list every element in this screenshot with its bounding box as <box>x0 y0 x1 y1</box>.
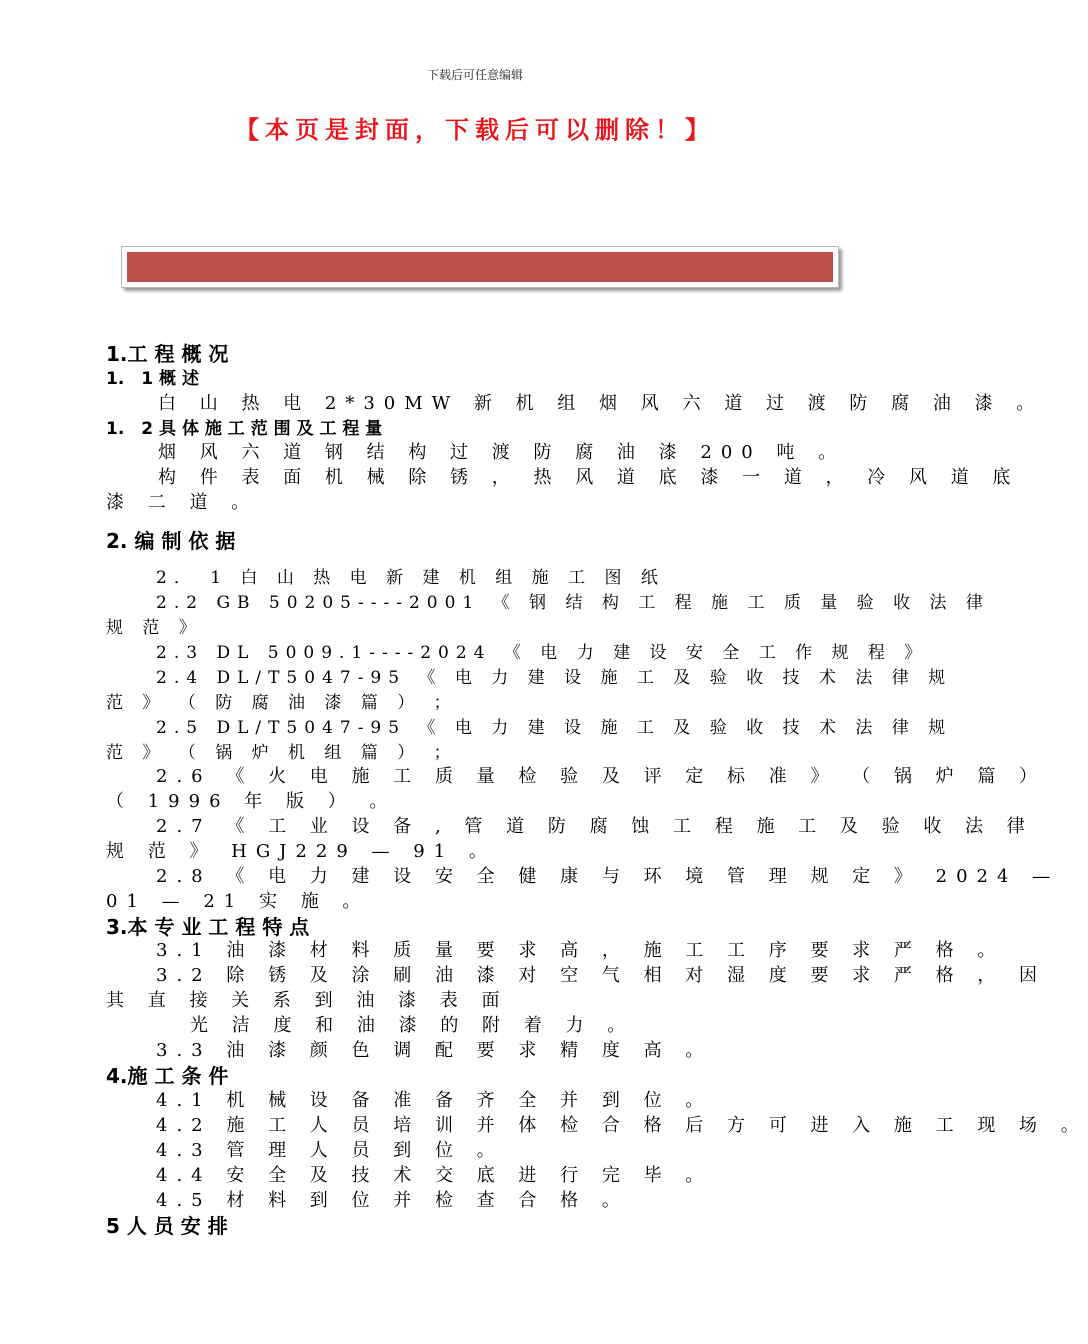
section-2-title: 2. 编 制 依 据 <box>106 529 236 553</box>
reference-item: 2.7 《 工 业 设 备 , 管 道 防 腐 蚀 工 程 施 工 及 验 收 法 律 <box>156 816 1034 837</box>
section-1-2-text: 构 件 表 面 机 械 除 锈 ， 热 风 道 底 漆 一 道 ， 冷 风 道 底 <box>158 467 1020 488</box>
section-5-title: 5 人 员 安 排 <box>106 1214 228 1238</box>
condition-item: 4.1 机 械 设 备 准 备 齐 全 并 到 位 。 <box>156 1090 713 1111</box>
section-1-2-text: 烟 风 六 道 钢 结 构 过 渡 防 腐 油 漆 200 吨 。 <box>158 442 846 463</box>
condition-item: 4.3 管 理 人 员 到 位 。 <box>156 1140 504 1161</box>
feature-item: 3.3 油 漆 颜 色 调 配 要 求 精 度 高 。 <box>156 1040 713 1061</box>
reference-item: 范 》 （ 防 腐 油 漆 篇 ） ； <box>106 693 458 713</box>
reference-item: 2.5 DL/T5047-95 《 电 力 建 设 施 工 及 验 收 技 术 法 律 规 <box>156 718 953 738</box>
section-1-2-text: 漆 二 道 。 <box>106 492 259 513</box>
feature-item: 其 直 接 关 系 到 油 漆 表 面 <box>106 990 509 1011</box>
reference-item: 2.4 DL/T5047-95 《 电 力 建 设 施 工 及 验 收 技 术 法 律 规 <box>156 668 953 688</box>
condition-item: 4.5 材 料 到 位 并 检 查 合 格 。 <box>156 1190 629 1211</box>
title-banner <box>121 246 839 288</box>
reference-item: 范 》 （ 锅 炉 机 组 篇 ） ； <box>106 743 458 763</box>
reference-item: 规 范 》 <box>106 618 203 638</box>
reference-item: （ 1996 年 版 ） 。 <box>106 791 397 812</box>
reference-item: 2.2 GB 50205----2001 《 钢 结 构 工 程 施 工 质 量 验 收 法 律 <box>156 593 990 613</box>
title-banner-fill <box>127 252 833 282</box>
cover-removal-note: 【本页是封面，下载后可以删除！】 <box>235 116 715 144</box>
reference-item: 规 范 》 HGJ229 — 91 。 <box>106 841 496 862</box>
condition-item: 4.2 施 工 人 员 培 训 并 体 检 合 格 后 方 可 进 入 施 工 现 场 。 <box>156 1115 1088 1136</box>
reference-item: 2.8 《 电 力 建 设 安 全 健 康 与 环 境 管 理 规 定 》 2024 — <box>156 866 1060 887</box>
reference-item: 2． 1 白 山 热 电 新 建 机 组 施 工 图 纸 <box>156 568 665 588</box>
condition-item: 4.4 安 全 及 技 术 交 底 进 行 完 毕 。 <box>156 1165 713 1186</box>
section-1-1-title: 1. 1 概 述 <box>106 369 199 389</box>
section-1-2-title: 1. 2 具 体 施 工 范 围 及 工 程 量 <box>106 419 383 439</box>
section-3-title: 3.本 专 业 工 程 特 点 <box>106 915 310 939</box>
section-4-title: 4.施 工 条 件 <box>106 1064 229 1088</box>
reference-item: 01 — 21 实 施 。 <box>106 891 370 912</box>
header-note: 下载后可任意编辑 <box>426 68 523 82</box>
feature-item: 3.1 油 漆 材 料 质 量 要 求 高 ， 施 工 工 序 要 求 严 格 。 <box>156 940 1005 961</box>
section-1-title: 1.工 程 概 况 <box>106 342 229 366</box>
section-1-1-text: 白 山 热 电 2*30MW 新 机 组 烟 风 六 道 过 渡 防 腐 油 漆 。 <box>158 393 1044 414</box>
reference-item: 2.3 DL 5009.1----2024 《 电 力 建 设 安 全 工 作 规 程 》 <box>156 643 929 663</box>
feature-item: 3.2 除 锈 及 涂 刷 油 漆 对 空 气 相 对 湿 度 要 求 严 格 ， 因 <box>156 965 1047 986</box>
feature-item: 光 洁 度 和 油 漆 的 附 着 力 。 <box>190 1015 635 1036</box>
reference-item: 2.6 《 火 电 施 工 质 量 检 验 及 评 定 标 准 》 （ 锅 炉 篇 ） <box>156 766 1047 787</box>
